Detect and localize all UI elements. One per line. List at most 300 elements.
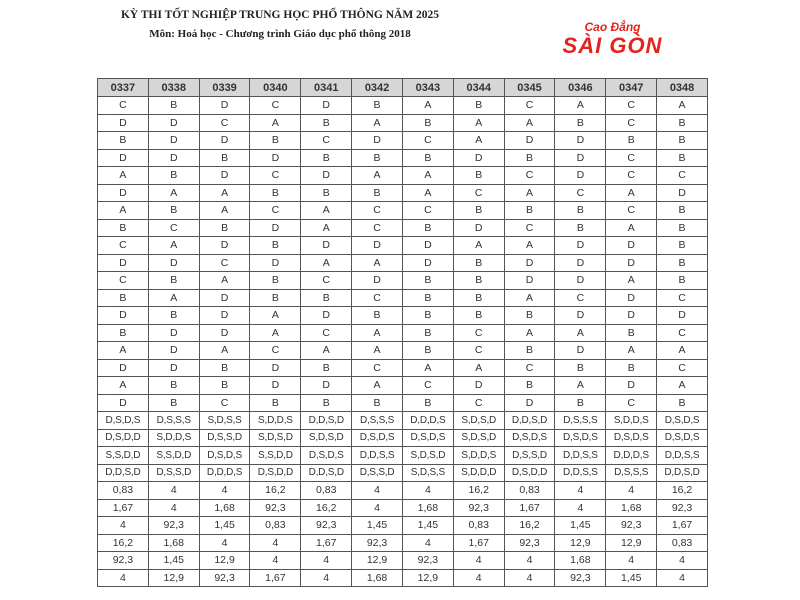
short-answer: 4 xyxy=(352,482,403,500)
mc-answer: D xyxy=(606,254,657,272)
mc-answer: A xyxy=(199,184,250,202)
mc-answer: A xyxy=(504,324,555,342)
mc-answer: B xyxy=(402,289,453,307)
short-answer: 1,45 xyxy=(199,517,250,535)
mc-answer: A xyxy=(98,377,149,395)
short-answer: 1,67 xyxy=(504,499,555,517)
mc-answer: A xyxy=(301,254,352,272)
mc-answer: C xyxy=(250,342,301,360)
mc-answer: B xyxy=(352,394,403,412)
mc-row xyxy=(98,97,708,115)
tf-answer: D,S,D,S xyxy=(352,429,403,447)
mc-answer: A xyxy=(148,237,199,255)
mc-answer: A xyxy=(657,342,708,360)
mc-answer: A xyxy=(148,289,199,307)
mc-answer: C xyxy=(301,324,352,342)
mc-answer: B xyxy=(352,97,403,115)
mc-answer: B xyxy=(199,377,250,395)
mc-answer: A xyxy=(352,342,403,360)
short-answer: 92,3 xyxy=(657,499,708,517)
mc-answer: C xyxy=(453,394,504,412)
tf-row xyxy=(98,412,708,430)
mc-answer: B xyxy=(352,307,403,325)
mc-answer: D xyxy=(250,149,301,167)
short-answer: 4 xyxy=(250,552,301,570)
mc-answer: D xyxy=(453,377,504,395)
mc-answer: D xyxy=(98,254,149,272)
tf-answer: S,S,D,D xyxy=(250,447,301,465)
mc-row xyxy=(98,377,708,395)
mc-answer: A xyxy=(606,272,657,290)
mc-row xyxy=(98,307,708,325)
short-answer: 1,67 xyxy=(453,534,504,552)
tf-answer: D,S,D,D xyxy=(98,429,149,447)
mc-answer: D xyxy=(148,114,199,132)
short-answer: 92,3 xyxy=(402,552,453,570)
mc-answer: A xyxy=(148,184,199,202)
exam-code-header: 0348 xyxy=(657,79,708,97)
mc-answer: A xyxy=(250,307,301,325)
mc-row xyxy=(98,219,708,237)
mc-answer: B xyxy=(657,219,708,237)
mc-answer: B xyxy=(453,289,504,307)
tf-answer: D,D,D,S xyxy=(606,447,657,465)
short-answer: 4 xyxy=(453,552,504,570)
tf-row xyxy=(98,429,708,447)
mc-answer: D xyxy=(148,149,199,167)
mc-answer: C xyxy=(453,324,504,342)
mc-answer: B xyxy=(453,307,504,325)
mc-answer: D xyxy=(555,272,606,290)
mc-answer: B xyxy=(657,132,708,150)
short-answer: 4 xyxy=(657,552,708,570)
mc-answer: B xyxy=(402,149,453,167)
mc-answer: C xyxy=(98,272,149,290)
short-answer: 4 xyxy=(352,499,403,517)
mc-row xyxy=(98,167,708,185)
short-answer: 12,9 xyxy=(555,534,606,552)
tf-answer: S,D,S,S xyxy=(199,412,250,430)
tf-answer: S,D,D,S xyxy=(250,412,301,430)
short-answer: 4 xyxy=(98,517,149,535)
exam-code-header: 0344 xyxy=(453,79,504,97)
mc-answer: A xyxy=(555,377,606,395)
short-answer: 0,83 xyxy=(504,482,555,500)
mc-answer: D xyxy=(555,342,606,360)
mc-answer: A xyxy=(199,202,250,220)
short-answer: 4 xyxy=(199,534,250,552)
tf-row xyxy=(98,447,708,465)
mc-answer: C xyxy=(199,114,250,132)
mc-row xyxy=(98,202,708,220)
exam-subtitle: Môn: Hoá học - Chương trình Giáo dục phổ thông 2018 xyxy=(149,28,411,40)
sa-row xyxy=(98,482,708,500)
mc-answer: B xyxy=(148,202,199,220)
mc-answer: D xyxy=(148,254,199,272)
mc-answer: A xyxy=(453,132,504,150)
mc-answer: A xyxy=(402,184,453,202)
mc-answer: B xyxy=(148,377,199,395)
mc-answer: D xyxy=(98,184,149,202)
short-answer: 92,3 xyxy=(606,517,657,535)
short-answer: 92,3 xyxy=(98,552,149,570)
mc-answer: C xyxy=(555,184,606,202)
mc-answer: D xyxy=(199,97,250,115)
mc-row xyxy=(98,184,708,202)
tf-answer: D,S,D,S xyxy=(657,429,708,447)
mc-answer: A xyxy=(657,97,708,115)
tf-answer: S,D,D,D xyxy=(453,464,504,482)
tf-answer: S,D,D,S xyxy=(148,429,199,447)
mc-answer: B xyxy=(250,237,301,255)
mc-answer: D xyxy=(250,254,301,272)
short-answer: 12,9 xyxy=(352,552,403,570)
mc-answer: C xyxy=(657,167,708,185)
short-answer: 4 xyxy=(199,482,250,500)
mc-answer: B xyxy=(504,202,555,220)
mc-row xyxy=(98,394,708,412)
mc-answer: A xyxy=(606,342,657,360)
mc-answer: D xyxy=(301,97,352,115)
mc-answer: D xyxy=(402,237,453,255)
mc-answer: D xyxy=(301,377,352,395)
mc-answer: D xyxy=(148,342,199,360)
mc-row xyxy=(98,114,708,132)
mc-answer: C xyxy=(453,184,504,202)
short-answer: 12,9 xyxy=(402,569,453,587)
mc-answer: A xyxy=(352,324,403,342)
mc-answer: C xyxy=(352,289,403,307)
mc-answer: A xyxy=(352,167,403,185)
mc-answer: A xyxy=(402,167,453,185)
exam-code-header: 0340 xyxy=(250,79,301,97)
tf-answer: D,S,S,D xyxy=(199,429,250,447)
exam-code-header: 0337 xyxy=(98,79,149,97)
mc-answer: A xyxy=(555,97,606,115)
mc-answer: C xyxy=(98,97,149,115)
mc-answer: D xyxy=(148,132,199,150)
exam-code-header: 0346 xyxy=(555,79,606,97)
tf-answer: S,D,D,S xyxy=(606,412,657,430)
logo-line-2: SÀI GÒN xyxy=(562,33,663,58)
tf-answer: D,S,D,S xyxy=(504,429,555,447)
mc-row xyxy=(98,342,708,360)
mc-answer: A xyxy=(504,289,555,307)
tf-answer: D,D,D,S xyxy=(199,464,250,482)
mc-answer: D xyxy=(199,132,250,150)
mc-answer: D xyxy=(199,167,250,185)
mc-answer: C xyxy=(250,167,301,185)
short-answer: 1,45 xyxy=(402,517,453,535)
short-answer: 1,45 xyxy=(352,517,403,535)
mc-answer: B xyxy=(402,114,453,132)
mc-answer: B xyxy=(555,394,606,412)
mc-answer: D xyxy=(555,167,606,185)
mc-answer: B xyxy=(453,254,504,272)
mc-answer: B xyxy=(402,219,453,237)
short-answer: 1,67 xyxy=(301,534,352,552)
mc-answer: D xyxy=(98,307,149,325)
mc-answer: C xyxy=(555,289,606,307)
short-answer: 4 xyxy=(555,499,606,517)
mc-answer: A xyxy=(98,167,149,185)
short-answer: 4 xyxy=(301,569,352,587)
mc-answer: B xyxy=(250,394,301,412)
mc-answer: D xyxy=(199,307,250,325)
mc-answer: A xyxy=(402,359,453,377)
mc-answer: D xyxy=(148,324,199,342)
mc-answer: A xyxy=(301,219,352,237)
mc-answer: D xyxy=(352,237,403,255)
mc-answer: D xyxy=(98,394,149,412)
short-answer: 4 xyxy=(606,552,657,570)
mc-answer: D xyxy=(98,114,149,132)
mc-answer: B xyxy=(504,307,555,325)
exam-code-header: 0338 xyxy=(148,79,199,97)
mc-answer: A xyxy=(301,342,352,360)
mc-answer: D xyxy=(301,237,352,255)
mc-answer: A xyxy=(504,184,555,202)
short-answer: 92,3 xyxy=(453,499,504,517)
mc-answer: B xyxy=(657,202,708,220)
mc-answer: A xyxy=(504,237,555,255)
mc-answer: B xyxy=(301,184,352,202)
tf-answer: D,S,S,D xyxy=(352,464,403,482)
short-answer: 1,68 xyxy=(199,499,250,517)
tf-answer: D,S,D,S xyxy=(606,429,657,447)
short-answer: 4 xyxy=(657,569,708,587)
tf-answer: S,D,S,S xyxy=(402,464,453,482)
short-answer: 1,67 xyxy=(657,517,708,535)
tf-answer: D,S,S,S xyxy=(352,412,403,430)
mc-answer: B xyxy=(250,289,301,307)
mc-answer: B xyxy=(504,342,555,360)
mc-answer: B xyxy=(250,272,301,290)
mc-answer: B xyxy=(98,289,149,307)
mc-answer: C xyxy=(606,167,657,185)
mc-answer: C xyxy=(606,97,657,115)
tf-answer: S,S,D,D xyxy=(148,447,199,465)
mc-answer: D xyxy=(250,359,301,377)
mc-row xyxy=(98,324,708,342)
mc-answer: A xyxy=(352,377,403,395)
short-answer: 1,67 xyxy=(250,569,301,587)
mc-answer: B xyxy=(352,149,403,167)
short-answer: 4 xyxy=(555,482,606,500)
tf-answer: S,D,S,D xyxy=(402,447,453,465)
exam-code-header: 0341 xyxy=(301,79,352,97)
mc-answer: B xyxy=(301,149,352,167)
short-answer: 1,67 xyxy=(98,499,149,517)
short-answer: 12,9 xyxy=(606,534,657,552)
short-answer: 1,45 xyxy=(555,517,606,535)
mc-row xyxy=(98,132,708,150)
tf-answer: D,D,S,D xyxy=(504,412,555,430)
short-answer: 4 xyxy=(606,482,657,500)
tf-answer: D,S,D,S xyxy=(199,447,250,465)
mc-answer: D xyxy=(555,307,606,325)
mc-answer: B xyxy=(402,272,453,290)
mc-answer: B xyxy=(148,394,199,412)
mc-answer: D xyxy=(504,132,555,150)
mc-row xyxy=(98,237,708,255)
mc-answer: D xyxy=(199,237,250,255)
mc-answer: B xyxy=(453,167,504,185)
mc-answer: B xyxy=(148,307,199,325)
mc-answer: B xyxy=(504,149,555,167)
mc-answer: B xyxy=(657,237,708,255)
tf-answer: D,S,S,S xyxy=(555,412,606,430)
mc-row xyxy=(98,254,708,272)
short-answer: 0,83 xyxy=(301,482,352,500)
mc-answer: C xyxy=(402,202,453,220)
mc-answer: C xyxy=(402,132,453,150)
mc-answer: A xyxy=(199,342,250,360)
short-answer: 4 xyxy=(250,534,301,552)
short-answer: 1,45 xyxy=(606,569,657,587)
mc-answer: C xyxy=(453,342,504,360)
short-answer: 4 xyxy=(402,534,453,552)
mc-answer: A xyxy=(250,114,301,132)
mc-answer: C xyxy=(606,114,657,132)
mc-answer: D xyxy=(504,254,555,272)
sa-row xyxy=(98,534,708,552)
mc-answer: D xyxy=(606,289,657,307)
short-answer: 16,2 xyxy=(453,482,504,500)
short-answer: 1,68 xyxy=(148,534,199,552)
tf-answer: S,D,D,S xyxy=(453,447,504,465)
mc-answer: B xyxy=(657,114,708,132)
tf-answer: D,D,S,D xyxy=(657,464,708,482)
mc-answer: C xyxy=(199,254,250,272)
tf-answer: D,S,D,D xyxy=(250,464,301,482)
mc-answer: B xyxy=(657,272,708,290)
mc-answer: B xyxy=(199,149,250,167)
mc-answer: C xyxy=(504,359,555,377)
mc-answer: B xyxy=(301,289,352,307)
short-answer: 0,83 xyxy=(453,517,504,535)
short-answer: 92,3 xyxy=(250,499,301,517)
short-answer: 4 xyxy=(98,569,149,587)
short-answer: 4 xyxy=(148,482,199,500)
sa-row xyxy=(98,517,708,535)
short-answer: 92,3 xyxy=(199,569,250,587)
mc-answer: D xyxy=(402,254,453,272)
short-answer: 4 xyxy=(148,499,199,517)
mc-answer: D xyxy=(98,149,149,167)
mc-answer: B xyxy=(555,219,606,237)
mc-answer: B xyxy=(301,359,352,377)
tf-answer: D,S,S,S xyxy=(606,464,657,482)
tf-answer: S,D,S,D xyxy=(453,412,504,430)
mc-answer: C xyxy=(250,97,301,115)
exam-code-header-row xyxy=(98,79,708,97)
mc-answer: D xyxy=(148,359,199,377)
mc-answer: C xyxy=(606,202,657,220)
tf-answer: S,S,D,D xyxy=(98,447,149,465)
mc-row xyxy=(98,149,708,167)
mc-answer: D xyxy=(352,132,403,150)
mc-answer: C xyxy=(352,359,403,377)
tf-answer: D,D,S,S xyxy=(352,447,403,465)
mc-answer: B xyxy=(453,272,504,290)
mc-answer: B xyxy=(352,184,403,202)
mc-answer: C xyxy=(504,219,555,237)
mc-answer: A xyxy=(301,202,352,220)
mc-answer: C xyxy=(657,359,708,377)
mc-answer: B xyxy=(250,184,301,202)
short-answer: 16,2 xyxy=(250,482,301,500)
mc-answer: B xyxy=(453,97,504,115)
mc-answer: B xyxy=(98,324,149,342)
mc-answer: C xyxy=(352,202,403,220)
mc-answer: B xyxy=(250,132,301,150)
mc-answer: A xyxy=(606,184,657,202)
tf-answer: D,D,S,S xyxy=(555,447,606,465)
tf-answer: D,S,D,S xyxy=(402,429,453,447)
mc-answer: B xyxy=(555,202,606,220)
short-answer: 16,2 xyxy=(301,499,352,517)
exam-code-header: 0347 xyxy=(606,79,657,97)
mc-answer: D xyxy=(250,219,301,237)
tf-answer: D,S,S,D xyxy=(504,447,555,465)
mc-answer: B xyxy=(606,324,657,342)
mc-answer: B xyxy=(148,167,199,185)
mc-answer: B xyxy=(606,359,657,377)
mc-answer: A xyxy=(606,219,657,237)
short-answer: 92,3 xyxy=(504,534,555,552)
short-answer: 0,83 xyxy=(657,534,708,552)
mc-answer: B xyxy=(453,202,504,220)
mc-answer: B xyxy=(606,132,657,150)
mc-answer: C xyxy=(402,377,453,395)
mc-answer: B xyxy=(657,149,708,167)
mc-answer: C xyxy=(657,289,708,307)
short-answer: 92,3 xyxy=(301,517,352,535)
short-answer: 92,3 xyxy=(352,534,403,552)
tf-answer: D,S,D,S xyxy=(555,429,606,447)
exam-code-header: 0342 xyxy=(352,79,403,97)
mc-answer: C xyxy=(199,394,250,412)
mc-answer: A xyxy=(98,342,149,360)
mc-answer: B xyxy=(148,272,199,290)
short-answer: 4 xyxy=(402,482,453,500)
tf-answer: S,D,S,D xyxy=(301,429,352,447)
mc-answer: A xyxy=(453,114,504,132)
mc-answer: C xyxy=(606,394,657,412)
tf-answer: D,D,S,D xyxy=(301,464,352,482)
short-answer: 16,2 xyxy=(98,534,149,552)
mc-answer: D xyxy=(657,184,708,202)
tf-answer: D,S,S,D xyxy=(148,464,199,482)
mc-answer: C xyxy=(352,219,403,237)
short-answer: 12,9 xyxy=(148,569,199,587)
mc-answer: D xyxy=(301,307,352,325)
mc-row xyxy=(98,289,708,307)
mc-row xyxy=(98,359,708,377)
short-answer: 92,3 xyxy=(555,569,606,587)
mc-answer: A xyxy=(250,324,301,342)
mc-answer: C xyxy=(657,324,708,342)
mc-answer: C xyxy=(148,219,199,237)
exam-code-header: 0339 xyxy=(199,79,250,97)
mc-answer: A xyxy=(98,202,149,220)
mc-answer: C xyxy=(98,237,149,255)
tf-answer: D,S,D,S xyxy=(657,412,708,430)
mc-answer: D xyxy=(606,307,657,325)
tf-row xyxy=(98,464,708,482)
mc-answer: D xyxy=(352,272,403,290)
